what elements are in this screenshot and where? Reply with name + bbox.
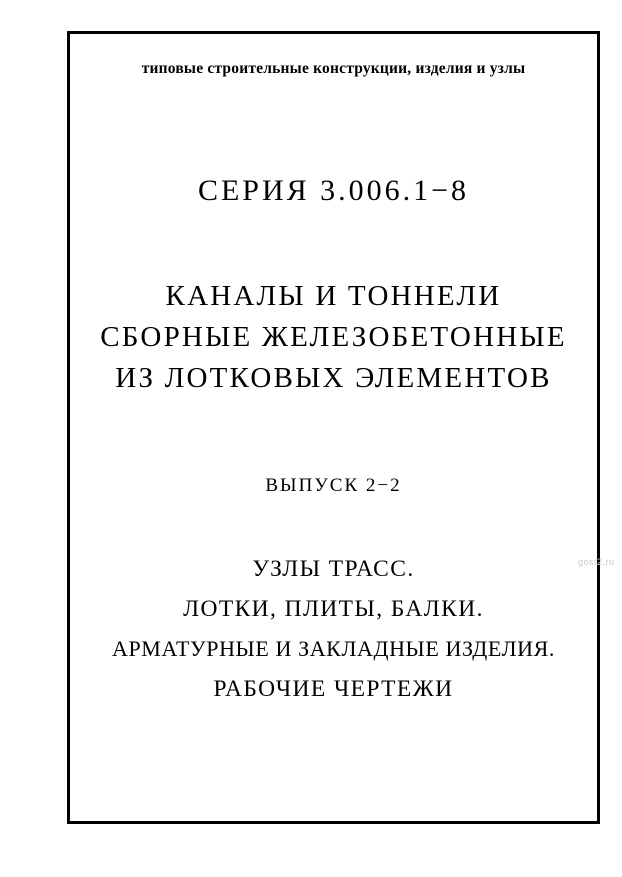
subtitle-line-3: АРМАТУРНЫЕ И ЗАКЛАДНЫЕ ИЗДЕЛИЯ. (111, 636, 555, 661)
series-number: СЕРИЯ 3.006.1−8 (197, 174, 470, 207)
title-line-1: КАНАЛЫ И ТОННЕЛИ (165, 280, 502, 312)
document-subtitle (70, 549, 597, 709)
subtitle-line-2: ЛОТКИ, ПЛИТЫ, БАЛКИ. (183, 596, 484, 622)
title-line-3: ИЗ ЛОТКОВЫХ ЭЛЕМЕНТОВ (115, 362, 552, 394)
watermark-text: gost2.ru (578, 557, 615, 567)
document-border-frame (67, 31, 615, 824)
subtitle-line-4: РАБОЧИЕ ЧЕРТЕЖИ (213, 676, 454, 702)
subtitle-line-1: УЗЛЫ ТРАСС. (252, 556, 415, 582)
document-header-caption: типовые строительные конструкции, изделия и узлы (141, 60, 526, 77)
title-line-2: СБОРНЫЕ ЖЕЛЕЗОБЕТОННЫЕ (100, 321, 567, 353)
document-content (70, 34, 615, 821)
issue-number: ВЫПУСК 2−2 (265, 475, 402, 496)
document-title (70, 276, 597, 399)
